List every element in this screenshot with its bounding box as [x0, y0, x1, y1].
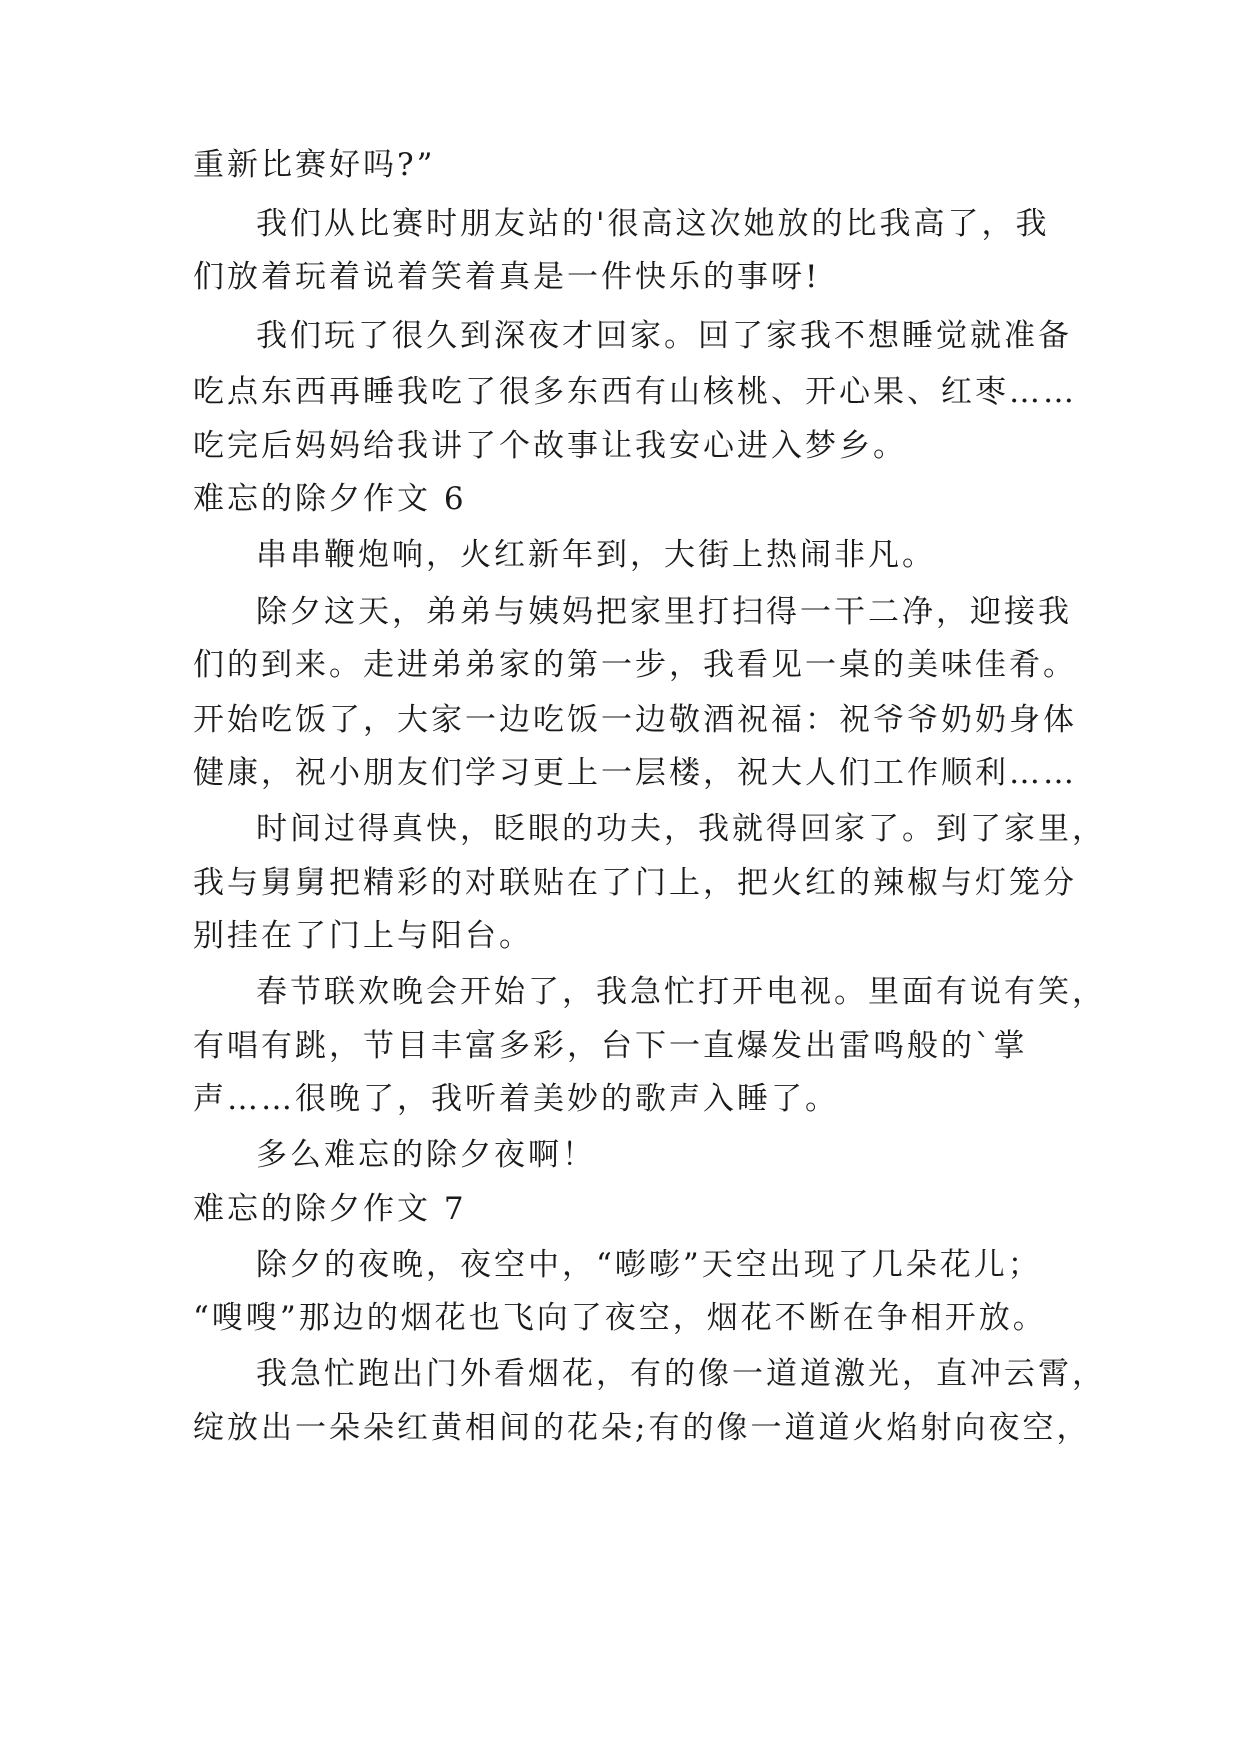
- text-line: “嗖嗖”那边的烟花也飞向了夜空，烟花不断在争相开放。: [193, 1300, 1047, 1336]
- paragraph-start-line: 我急忙跑出门外看烟花，有的像一道道激光，直冲云霄，: [256, 1356, 1106, 1392]
- paragraph-start-line: 时间过得真快，眨眼的功夫，我就得回家了。到了家里，: [256, 811, 1106, 847]
- paragraph-start-line: 我们从比赛时朋友站的'很高这次她放的比我高了，我: [256, 206, 1050, 242]
- paragraph-start-line: 多么难忘的除夕夜啊！: [256, 1137, 596, 1173]
- text-line: 声……很晚了，我听着美妙的歌声入睡了。: [193, 1081, 839, 1117]
- text-line: 开始吃饭了，大家一边吃饭一边敬酒祝福：祝爷爷奶奶身体: [193, 702, 1077, 738]
- section-heading: 难忘的除夕作文 6: [193, 481, 467, 517]
- text-line: 吃完后妈妈给我讲了个故事让我安心进入梦乡。: [193, 428, 907, 464]
- paragraph-start-line: 除夕的夜晚，夜空中，“嘭嘭”天空出现了几朵花儿；: [256, 1247, 1042, 1283]
- text-line: 们放着玩着说着笑着真是一件快乐的事呀!: [193, 259, 821, 295]
- paragraph-start-line: 除夕这天，弟弟与姨妈把家里打扫得一干二净，迎接我: [256, 594, 1072, 630]
- text-line: 别挂在了门上与阳台。: [193, 918, 533, 954]
- paragraph-start-line: 春节联欢晚会开始了，我急忙打开电视。里面有说有笑，: [256, 974, 1106, 1010]
- text-line: 重新比赛好吗?”: [193, 147, 436, 183]
- paragraph-start-line: 我们玩了很久到深夜才回家。回了家我不想睡觉就准备: [256, 318, 1072, 354]
- text-line: 健康，祝小朋友们学习更上一层楼，祝大人们工作顺利……: [193, 755, 1077, 791]
- text-line: 我与舅舅把精彩的对联贴在了门上，把火红的辣椒与灯笼分: [193, 865, 1077, 901]
- text-line: 绽放出一朵朵红黄相间的花朵;有的像一道道火焰射向夜空，: [193, 1410, 1091, 1446]
- text-line: 吃点东西再睡我吃了很多东西有山核桃、开心果、红枣……: [193, 374, 1077, 410]
- text-line: 们的到来。走进弟弟家的第一步，我看见一桌的美味佳肴。: [193, 647, 1077, 683]
- text-line: 有唱有跳，节目丰富多彩，台下一直爆发出雷鸣般的`掌: [193, 1028, 1028, 1064]
- section-heading: 难忘的除夕作文 7: [193, 1191, 467, 1227]
- paragraph-start-line: 串串鞭炮响，火红新年到，大街上热闹非凡。: [256, 537, 936, 573]
